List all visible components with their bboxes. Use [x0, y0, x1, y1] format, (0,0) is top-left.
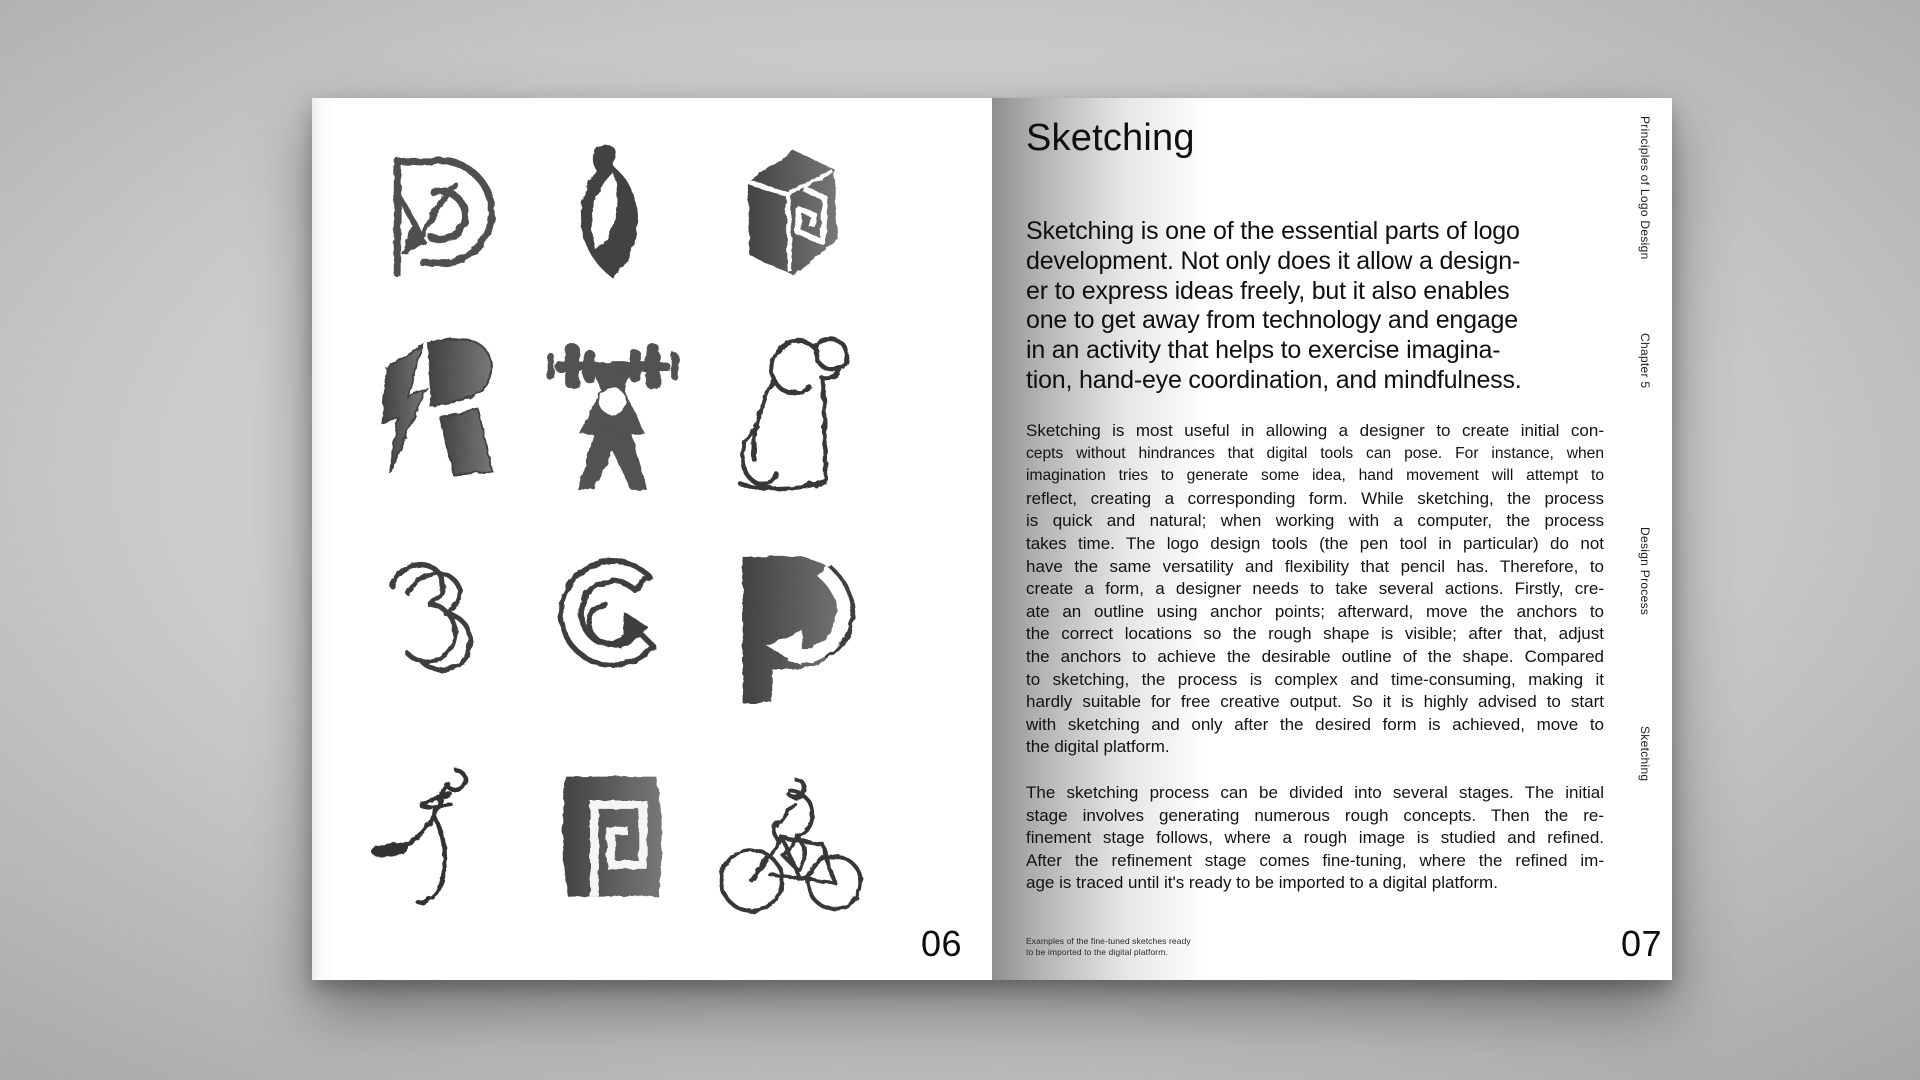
logo-sketch-runner: [348, 734, 525, 940]
c-rotation-arrow-icon: [533, 542, 693, 712]
figure-caption: [1026, 936, 1226, 957]
weightlifter-icon: [530, 321, 695, 496]
text-line: Examples of the fine-tuned sketches ready: [1026, 936, 1191, 946]
logo-sketch-cyclist: [701, 734, 878, 940]
running-figure-icon: [356, 751, 516, 923]
logo-sketch-c-arrow: [525, 520, 702, 734]
square-maze-icon: [538, 755, 688, 920]
body-paragraph-1: [1026, 420, 1604, 759]
text-line: The sketching process can be divided into several stages. The initial: [1026, 783, 1604, 802]
logo-sketch-maze: [525, 734, 702, 940]
text-line: stage involves generating numerous rough concepts. Then the re-: [1026, 805, 1604, 825]
text-line: imagination tries to generate some idea, hand movement will attempt to: [1026, 467, 1604, 485]
text-line: er to express ideas freely, but it also enables: [1026, 276, 1510, 305]
logo-sketch-leaf: [525, 128, 702, 296]
numeral-three-icon: [356, 542, 516, 712]
side-tab-chapter: Chapter 5: [1638, 333, 1652, 389]
intro-paragraph: [1026, 217, 1604, 396]
logo-sketch-grid: [348, 128, 878, 940]
page-number-right: 07: [1620, 923, 1662, 964]
left-page: [312, 98, 992, 980]
side-tab-section: Design Process: [1638, 527, 1652, 616]
text-line: the correct locations so the rough shape is visible; after that, adjust: [1026, 624, 1604, 644]
logo-sketch-p-arrow: [348, 128, 525, 296]
text-line: the anchors to achieve the desirable outline of the shape. Compared: [1026, 646, 1604, 666]
side-tab-book-title: Principles of Logo Design: [1638, 116, 1652, 260]
logo-sketch-dog: [701, 296, 878, 520]
sitting-dog-icon: [710, 321, 870, 496]
page-title: Sketching: [1026, 117, 1195, 159]
r-lightning-icon: [356, 323, 516, 493]
text-line: cepts without hindrances that digital tools can pose. For instance, when: [1026, 444, 1604, 462]
text-line: with sketching and only after the desired form is achieved, move to: [1026, 714, 1604, 734]
text-line: in an activity that helps to exercise imagina-: [1026, 336, 1501, 365]
text-line: age is traced until it's ready to be imported to a digital platform.: [1026, 873, 1498, 893]
right-page: [992, 98, 1672, 980]
body-paragraph-2: [1026, 782, 1604, 895]
logo-sketch-three: [348, 520, 525, 734]
book-spread: [312, 98, 1672, 980]
logo-sketch-weightlifter: [525, 296, 702, 520]
p-solid-arrow-icon: [711, 541, 869, 713]
text-line: one to get away from technology and engage: [1026, 306, 1518, 335]
logo-sketch-cube: [701, 128, 878, 296]
p-arrow-icon: [361, 134, 511, 290]
text-line: ate an outline using anchor points; afterward, move the anchors to: [1026, 601, 1604, 621]
leaf-flame-icon: [543, 134, 683, 290]
side-tab-topic: Sketching: [1638, 726, 1652, 782]
text-line: is quick and natural; when working with a computer, the process: [1026, 511, 1604, 531]
text-line: hardly suitable for free creative output. So it is highly advised to start: [1026, 692, 1604, 712]
page-number-left: 06: [920, 923, 962, 964]
cyclist-icon: [706, 751, 874, 923]
text-line: development. Not only does it allow a design-: [1026, 246, 1521, 275]
text-line: create a form, a designer needs to take several actions. Firstly, cre-: [1026, 579, 1604, 599]
text-line: have the same versatility and flexibility that pencil has. Therefore, to: [1026, 556, 1604, 576]
text-line: finement stage follows, where a rough image is studied and refined.: [1026, 828, 1604, 848]
text-line: to sketching, the process is complex and time-consuming, making it: [1026, 669, 1604, 689]
text-line: reflect, creating a corresponding form. While sketching, the process: [1026, 488, 1604, 508]
text-line: to be imported to the digital platform.: [1026, 946, 1168, 957]
logo-sketch-p-solid: [701, 520, 878, 734]
text-line: After the refinement stage comes fine-tuning, where the refined im-: [1026, 850, 1604, 870]
text-line: tion, hand-eye coordination, and mindfulness.: [1026, 365, 1522, 394]
text-line: Sketching is most useful in allowing a designer to create initial con-: [1026, 421, 1604, 440]
text-line: the digital platform.: [1026, 737, 1170, 757]
text-line: takes time. The logo design tools (the pen tool in particular) do not: [1026, 533, 1604, 553]
cube-monogram-icon: [715, 134, 865, 290]
text-line: Sketching is one of the essential parts of logo: [1026, 217, 1520, 245]
logo-sketch-r-bolt: [348, 296, 525, 520]
